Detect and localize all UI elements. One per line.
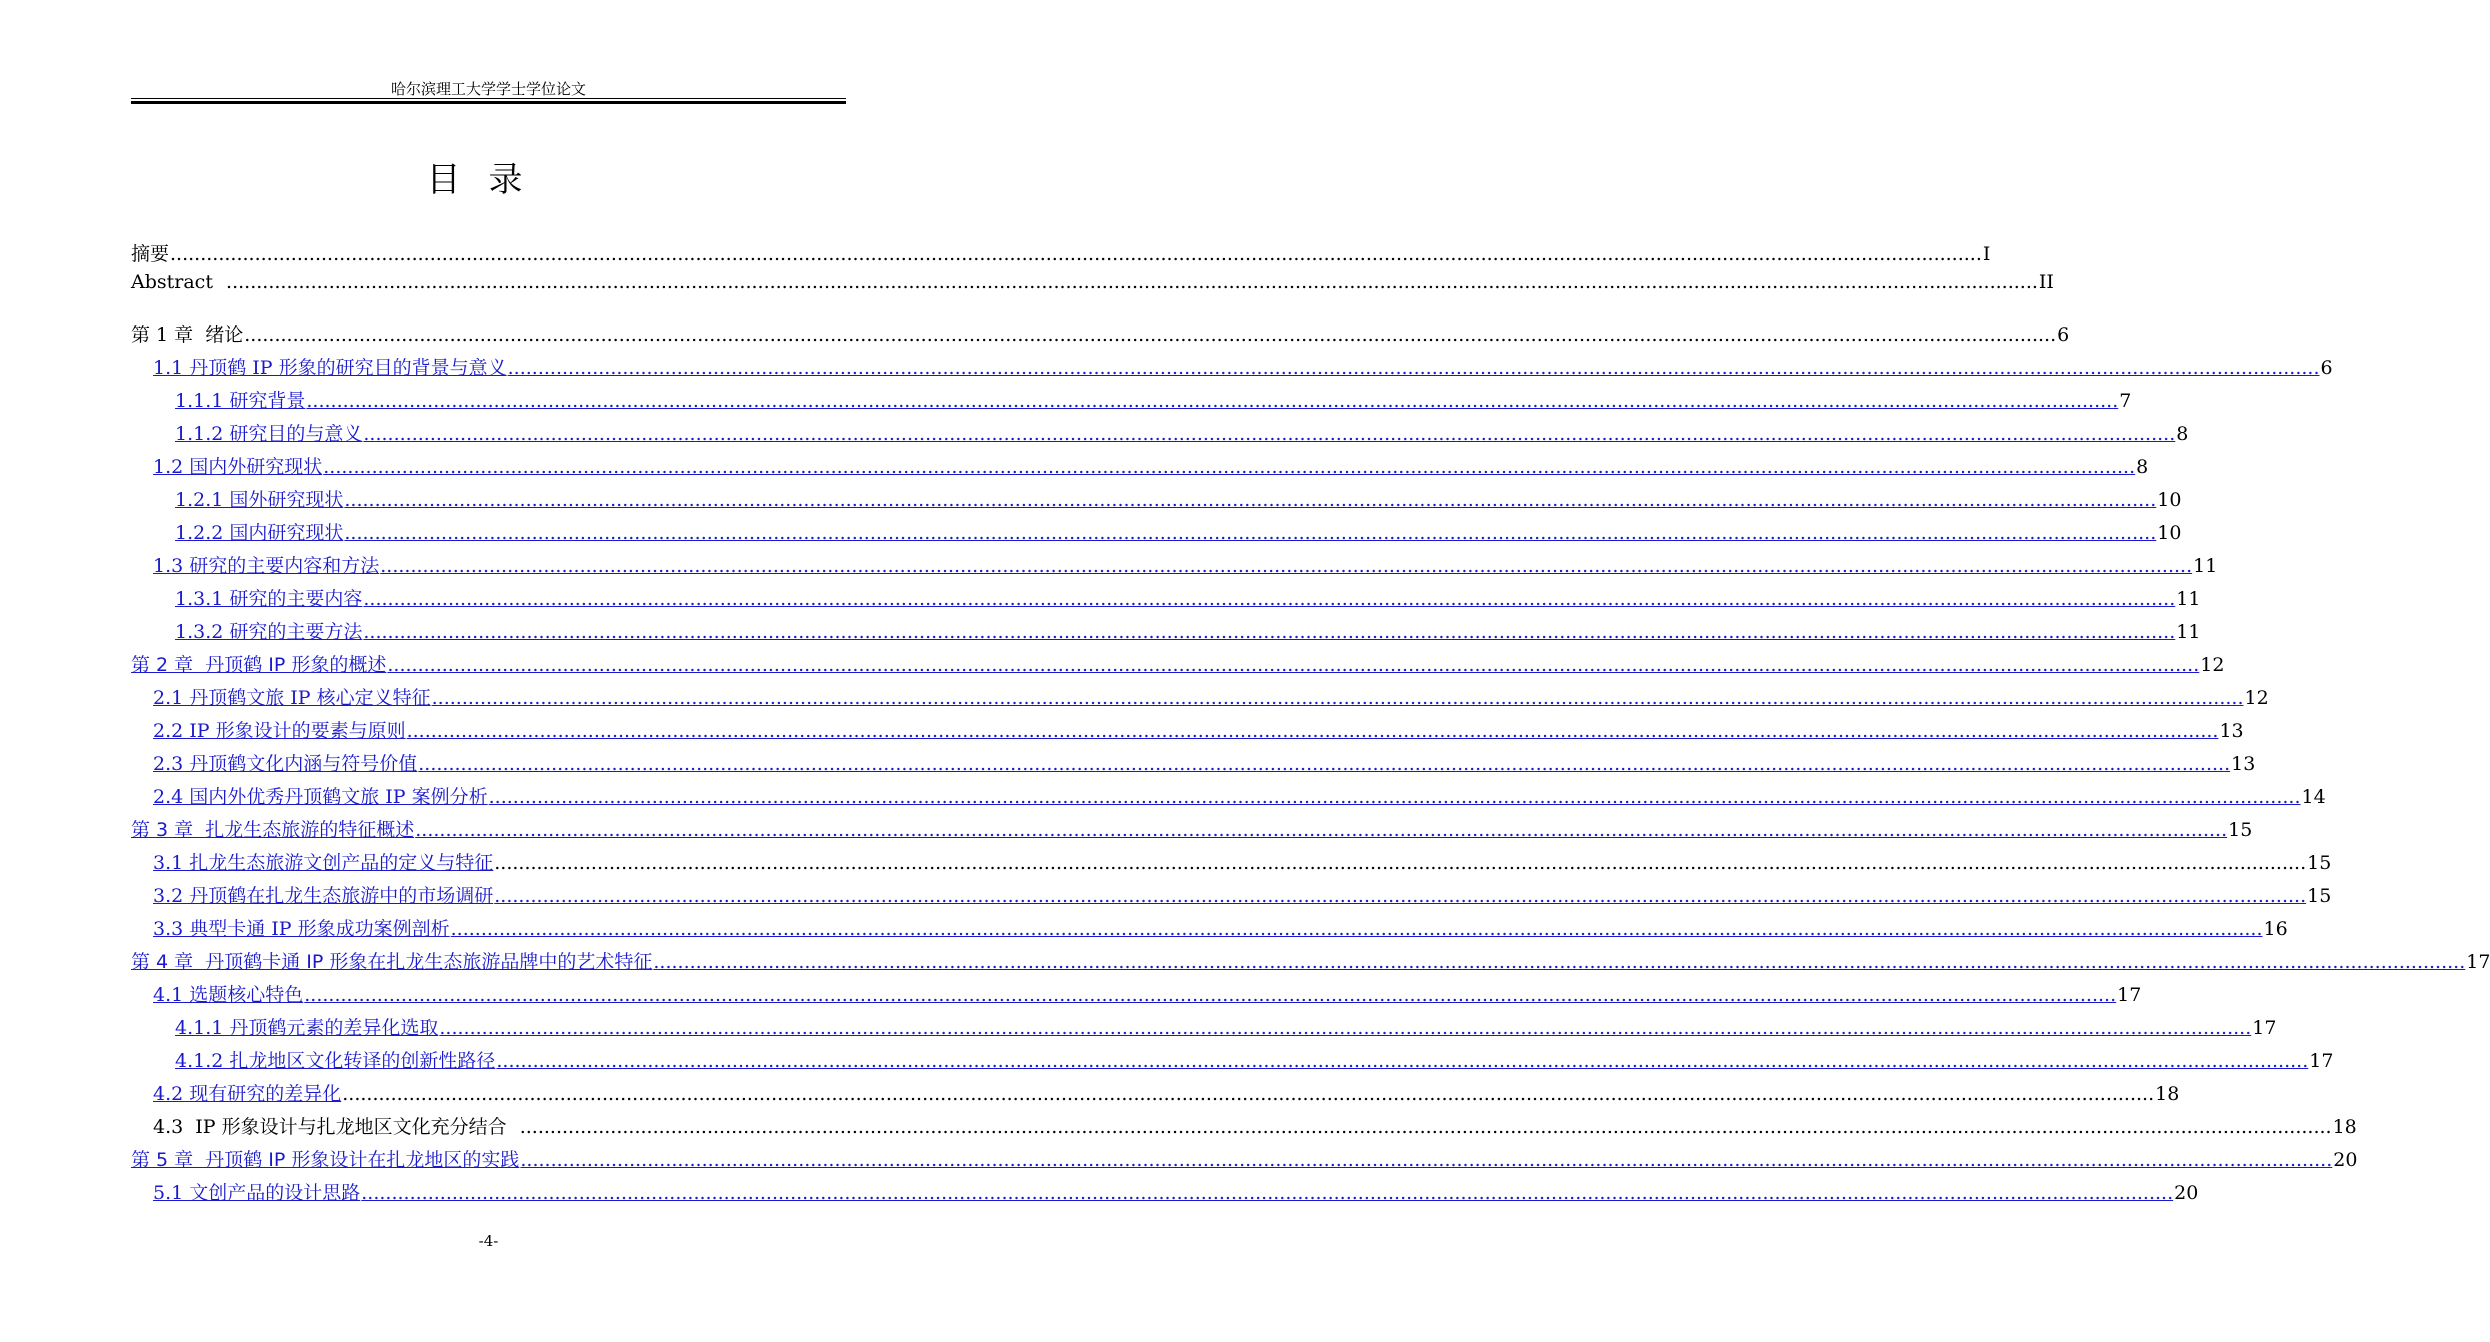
toc-entry-1-1-2[interactable]: 1.1.2 研究目的与意义 ............................................................................................................................................................................................................................................................................................................ 8 bbox=[175, 423, 2189, 445]
toc-entry-1-2[interactable]: 1.2 国内外研究现状 ............................................................................................................................................................................................................................................................................................................ 8 bbox=[153, 456, 2149, 478]
toc-entry-ch1[interactable]: 第 1 章 绪论 ............................................................................................................................................................................................................................................................................................................ 6 bbox=[131, 324, 2070, 346]
toc-entry-2-2[interactable]: 2.2 IP 形象设计的要素与原则 ............................................................................................................................................................................................................................................................................................................ 13 bbox=[153, 720, 2244, 742]
toc-entry-5-1[interactable]: 5.1 文创产品的设计思路 ............................................................................................................................................................................................................................................................................................................ 20 bbox=[153, 1182, 2199, 1204]
toc-entry-4-3[interactable]: 4.3 IP 形象设计与扎龙地区文化充分结合 ............................................................................................................................................................................................................................................................................................................ 18 bbox=[153, 1116, 2357, 1138]
toc-entry-ch3[interactable]: 第 3 章 扎龙生态旅游的特征概述 ............................................................................................................................................................................................................................................................................................................ 15 bbox=[131, 819, 2253, 841]
header-rule-thin bbox=[131, 98, 846, 99]
toc-entry-3-3[interactable]: 3.3 典型卡通 IP 形象成功案例剖析 ............................................................................................................................................................................................................................................................................................................ 16 bbox=[153, 918, 2288, 940]
toc-entry-2-4[interactable]: 2.4 国内外优秀丹顶鹤文旅 IP 案例分析 ............................................................................................................................................................................................................................................................................................................ 14 bbox=[153, 786, 2326, 808]
toc-entry-1-2-1[interactable]: 1.2.1 国外研究现状 ............................................................................................................................................................................................................................................................................................................ 10 bbox=[175, 489, 2182, 511]
toc-entry-1-3-2[interactable]: 1.3.2 研究的主要方法 ............................................................................................................................................................................................................................................................................................................ 11 bbox=[175, 621, 2201, 643]
page-number: -4- bbox=[478, 1232, 499, 1250]
toc-entry-4-1-1[interactable]: 4.1.1 丹顶鹤元素的差异化选取 ............................................................................................................................................................................................................................................................................................................ 17 bbox=[175, 1017, 2277, 1039]
toc-entry-1-1-1[interactable]: 1.1.1 研究背景 ............................................................................................................................................................................................................................................................................................................ 7 bbox=[175, 390, 2132, 412]
toc-entry-4-1[interactable]: 4.1 选题核心特色 ............................................................................................................................................................................................................................................................................................................ 17 bbox=[153, 984, 2142, 1006]
toc-entry-2-3[interactable]: 2.3 丹顶鹤文化内涵与符号价值 ............................................................................................................................................................................................................................................................................................................ 13 bbox=[153, 753, 2256, 775]
toc-entry-3-1[interactable]: 3.1 扎龙生态旅游文创产品的定义与特征 ............................................................................................................................................................................................................................................................................................................ 15 bbox=[153, 852, 2332, 874]
toc-entry-ch5[interactable]: 第 5 章 丹顶鹤 IP 形象设计在扎龙地区的实践 ............................................................................................................................................................................................................................................................................................................ 20 bbox=[131, 1149, 2358, 1171]
toc-entry-abstract-en[interactable]: Abstract ............................................................................................................................................................................................................................................................................................................ II bbox=[131, 271, 2054, 293]
toc-entry-1-3[interactable]: 1.3 研究的主要内容和方法 ............................................................................................................................................................................................................................................................................................................ 11 bbox=[153, 555, 2218, 577]
toc-entry-1-3-1[interactable]: 1.3.1 研究的主要内容 ............................................................................................................................................................................................................................................................................................................ 11 bbox=[175, 588, 2201, 610]
header-rule-thick bbox=[131, 101, 846, 104]
toc-entry-3-2[interactable]: 3.2 丹顶鹤在扎龙生态旅游中的市场调研 ............................................................................................................................................................................................................................................................................................................ 15 bbox=[153, 885, 2332, 907]
toc-entry-4-2[interactable]: 4.2 现有研究的差异化 ............................................................................................................................................................................................................................................................................................................ 18 bbox=[153, 1083, 2180, 1105]
page-header: 哈尔滨理工大学学士学位论文 bbox=[390, 80, 586, 98]
toc-entry-1-1[interactable]: 1.1 丹顶鹤 IP 形象的研究目的背景与意义 ............................................................................................................................................................................................................................................................................................................ 6 bbox=[153, 357, 2333, 379]
toc-entry-1-2-2[interactable]: 1.2.2 国内研究现状 ............................................................................................................................................................................................................................................................................................................ 10 bbox=[175, 522, 2182, 544]
toc-entry-abstract-cn[interactable]: 摘要 ............................................................................................................................................................................................................................................................................................................ I bbox=[131, 243, 1991, 265]
toc-entry-2-1[interactable]: 2.1 丹顶鹤文旅 IP 核心定义特征 ............................................................................................................................................................................................................................................................................................................ 12 bbox=[153, 687, 2269, 709]
toc-title: 目录 bbox=[426, 160, 551, 200]
toc-entry-ch4[interactable]: 第 4 章 丹顶鹤卡通 IP 形象在扎龙生态旅游品牌中的艺术特征 ............................................................................................................................................................................................................................................................................................................ 17 bbox=[131, 951, 2490, 973]
toc-entry-4-1-2[interactable]: 4.1.2 扎龙地区文化转译的创新性路径 ............................................................................................................................................................................................................................................................................................................ 17 bbox=[175, 1050, 2334, 1072]
toc-entry-ch2[interactable]: 第 2 章 丹顶鹤 IP 形象的概述 ............................................................................................................................................................................................................................................................................................................ 12 bbox=[131, 654, 2225, 676]
